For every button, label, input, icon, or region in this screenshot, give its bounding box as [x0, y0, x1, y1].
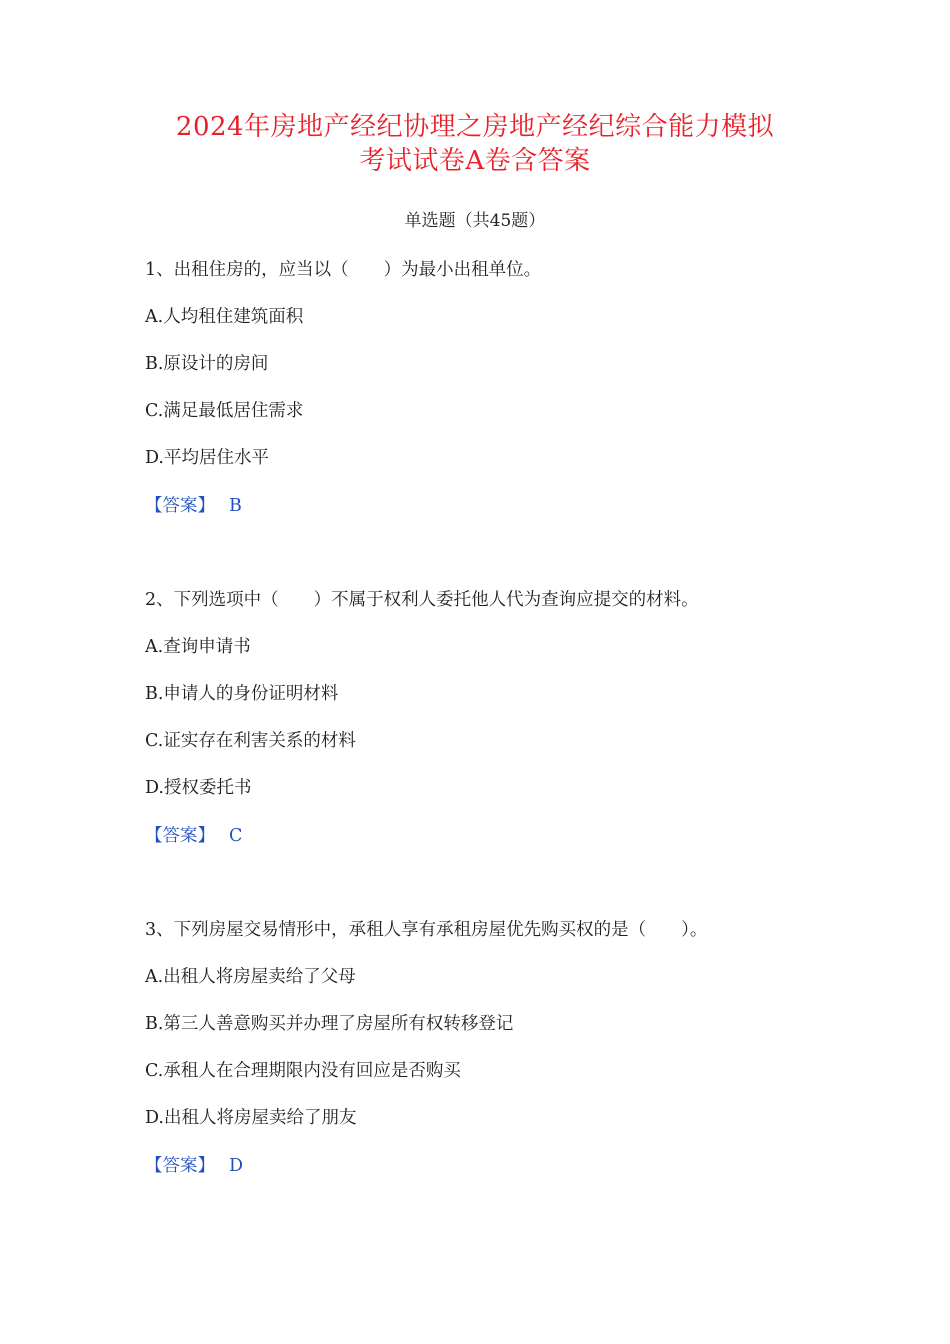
- question-2-stem: 2、下列选项中（ ）不属于权利人委托他人代为查询应提交的材料。: [145, 590, 699, 610]
- question-2-option-c: C.证实存在利害关系的材料: [145, 731, 356, 751]
- question-3-option-c: C.承租人在合理期限内没有回应是否购买: [145, 1061, 461, 1081]
- question-3-answer: [145, 1154, 243, 1178]
- document-title-line-2: 考试试卷A卷含答案: [359, 146, 591, 176]
- question-2-option-a: A.查询申请书: [145, 637, 251, 657]
- answer-label: 【答案】: [145, 496, 215, 516]
- question-1-stem: 1、出租住房的，应当以（ ）为最小出租单位。: [145, 260, 542, 280]
- document-title-line-1: 2024年房地产经纪协理之房地产经纪综合能力模拟: [175, 112, 775, 142]
- answer-label: 【答案】: [145, 1156, 215, 1176]
- question-3-stem: 3、下列房屋交易情形中，承租人享有承租房屋优先购买权的是（ ）。: [145, 920, 708, 940]
- question-3-option-b: B.第三人善意购买并办理了房屋所有权转移登记: [145, 1014, 514, 1034]
- section-heading: 单选题（共45题）: [404, 211, 546, 231]
- question-2-answer: [145, 824, 242, 848]
- question-1-option-d: D.平均居住水平: [145, 448, 269, 468]
- answer-value: B: [229, 496, 242, 516]
- question-1-answer: [145, 494, 242, 518]
- question-1-option-c: C.满足最低居住需求: [145, 401, 304, 421]
- answer-label: 【答案】: [145, 826, 215, 846]
- question-2-option-b: B.申请人的身份证明材料: [145, 684, 339, 704]
- answer-value: C: [229, 826, 243, 846]
- answer-value: D: [229, 1156, 244, 1176]
- question-3-option-a: A.出租人将房屋卖给了父母: [145, 967, 356, 987]
- question-3-option-d: D.出租人将房屋卖给了朋友: [145, 1108, 357, 1128]
- question-1-option-b: B.原设计的房间: [145, 354, 269, 374]
- question-1-option-a: A.人均租住建筑面积: [145, 307, 304, 327]
- question-2-option-d: D.授权委托书: [145, 778, 252, 798]
